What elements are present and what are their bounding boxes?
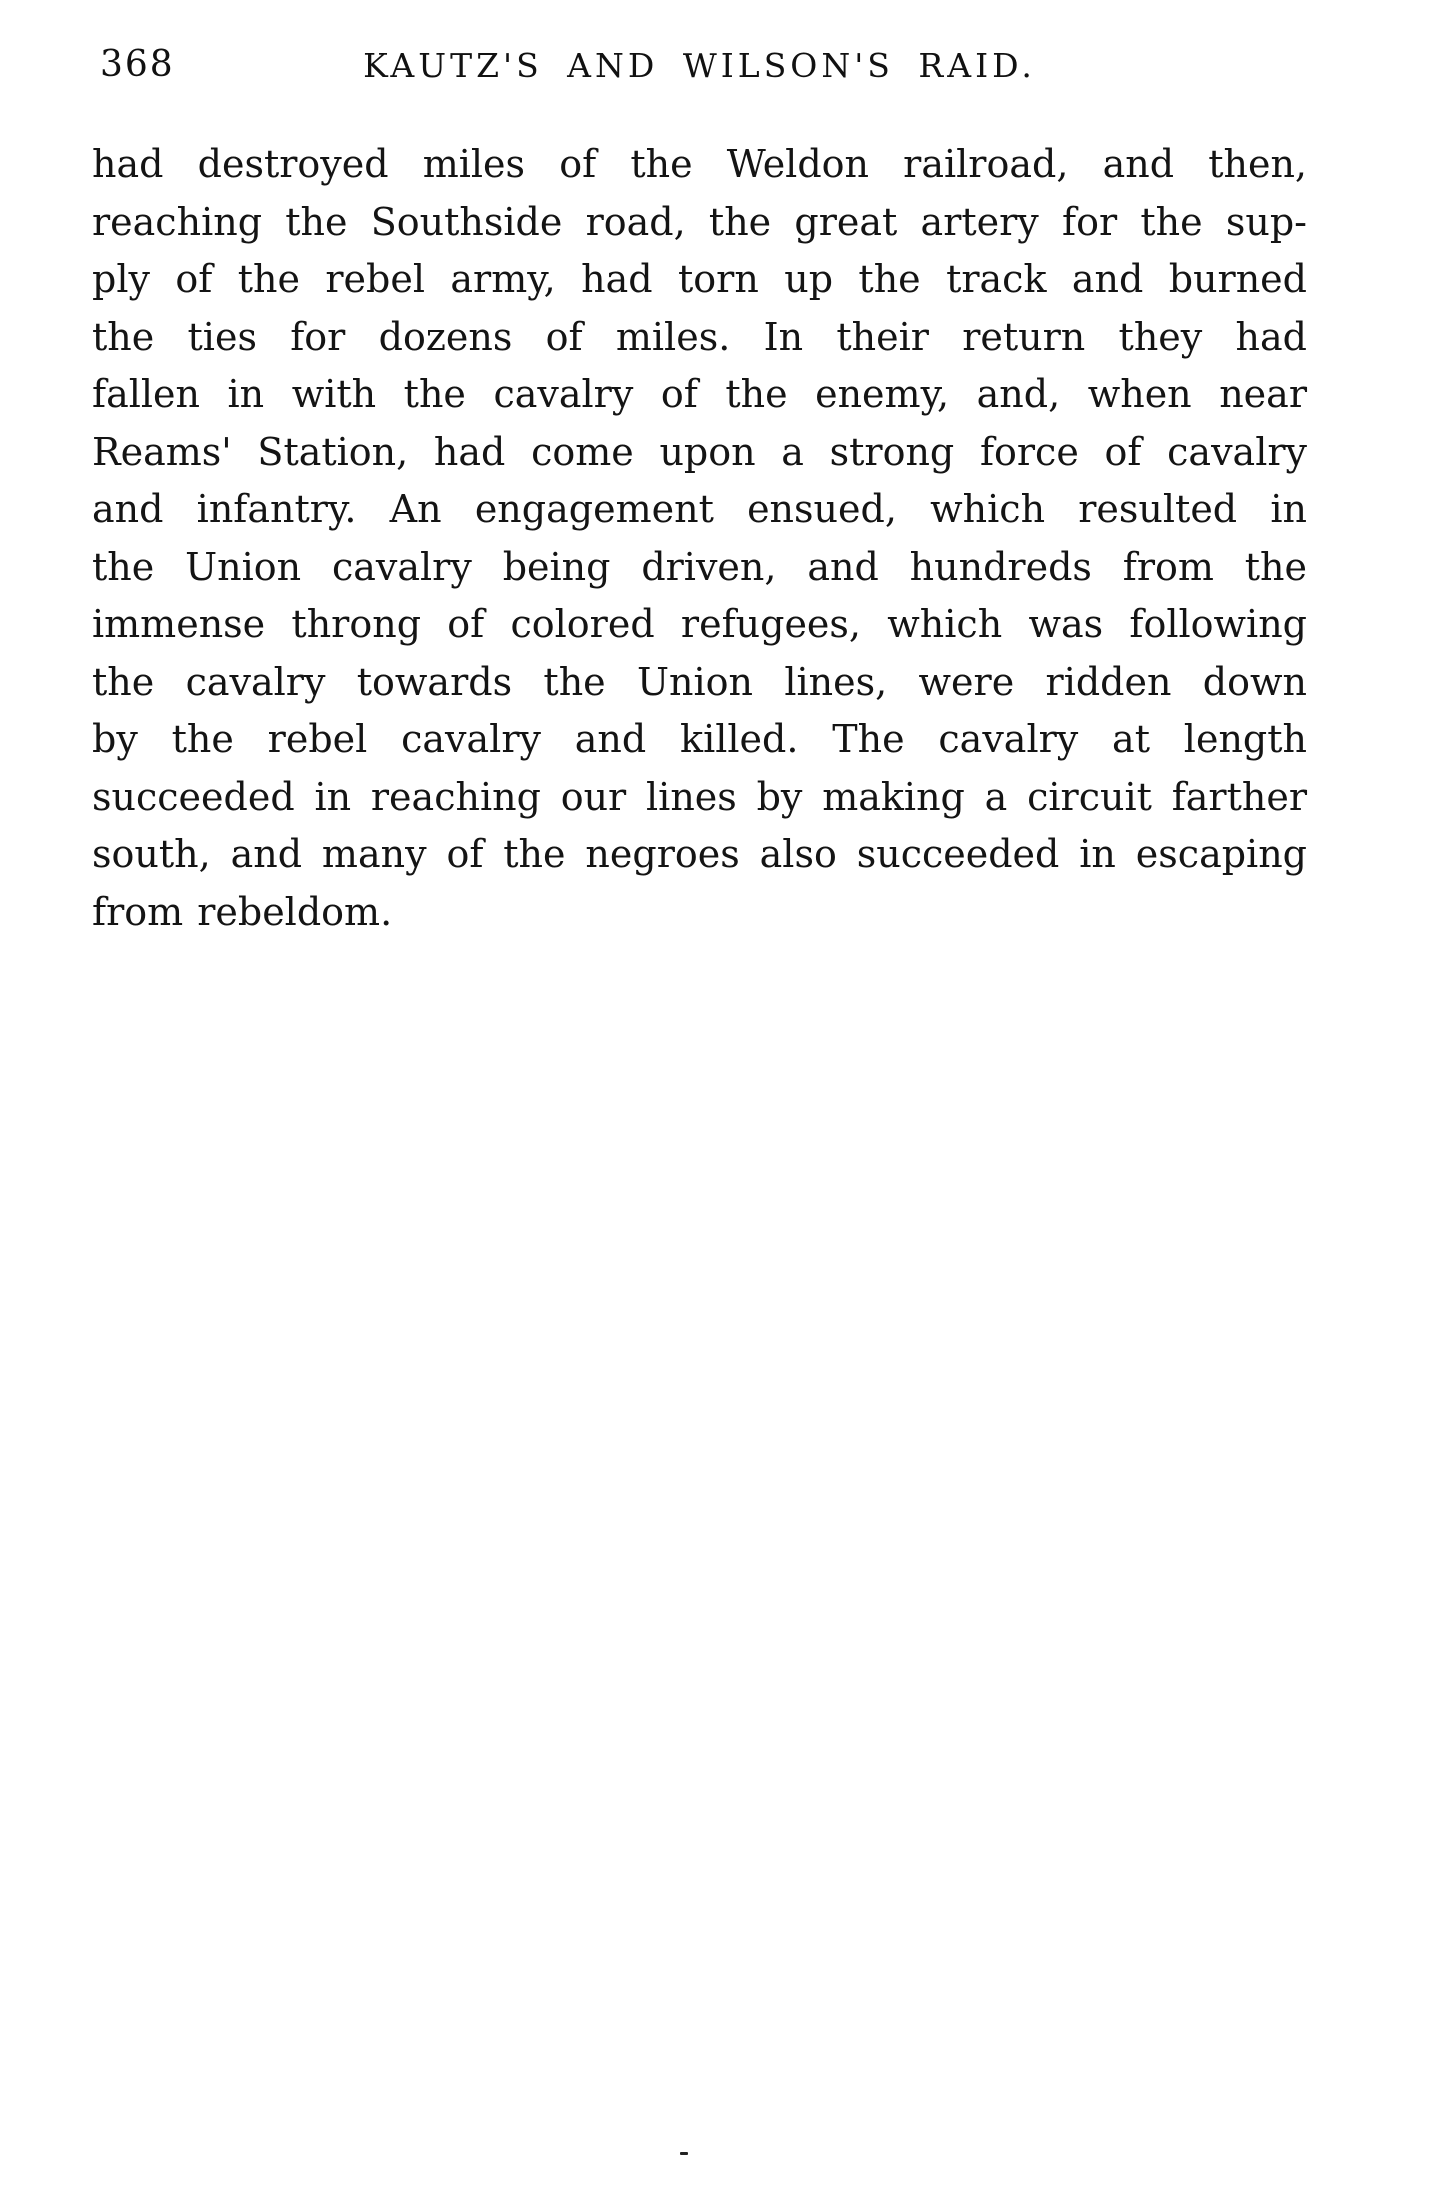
body-line: from rebeldom. — [92, 889, 393, 934]
body-line: had destroyed miles of the Weldon railroad, and then, — [92, 142, 1307, 186]
body-line: south, and many of the negroes also succeeded in escaping — [92, 832, 1307, 876]
body-line: succeeded in reaching our lines by making a circuit farther — [92, 774, 1307, 819]
body-line: and infantry. An engagement ensued, which resulted in — [92, 487, 1307, 531]
running-head — [92, 42, 1307, 88]
body-line: the cavalry towards the Union lines, were ridden down — [92, 659, 1307, 704]
running-header-title: KAUTZ'S AND WILSON'S RAID. — [363, 46, 1036, 85]
body-text — [92, 136, 1307, 941]
body-line: immense throng of colored refugees, which was following — [92, 602, 1307, 646]
body-line: the ties for dozens of miles. In their return they had — [92, 314, 1307, 359]
body-line: by the rebel cavalry and killed. The cavalry at length — [92, 717, 1307, 761]
body-line: ply of the rebel army, had torn up the track and burned — [92, 257, 1307, 301]
body-line: Reams' Station, had come upon a strong force of cavalry — [92, 429, 1307, 474]
body-line: the Union cavalry being driven, and hundreds from the — [92, 544, 1307, 589]
page-number: 368 — [100, 44, 175, 85]
body-line: reaching the Southside road, the great artery for the sup- — [92, 199, 1307, 244]
body-line: fallen in with the cavalry of the enemy, and, when near — [92, 372, 1307, 416]
scan-artifact-mark — [680, 2152, 688, 2155]
